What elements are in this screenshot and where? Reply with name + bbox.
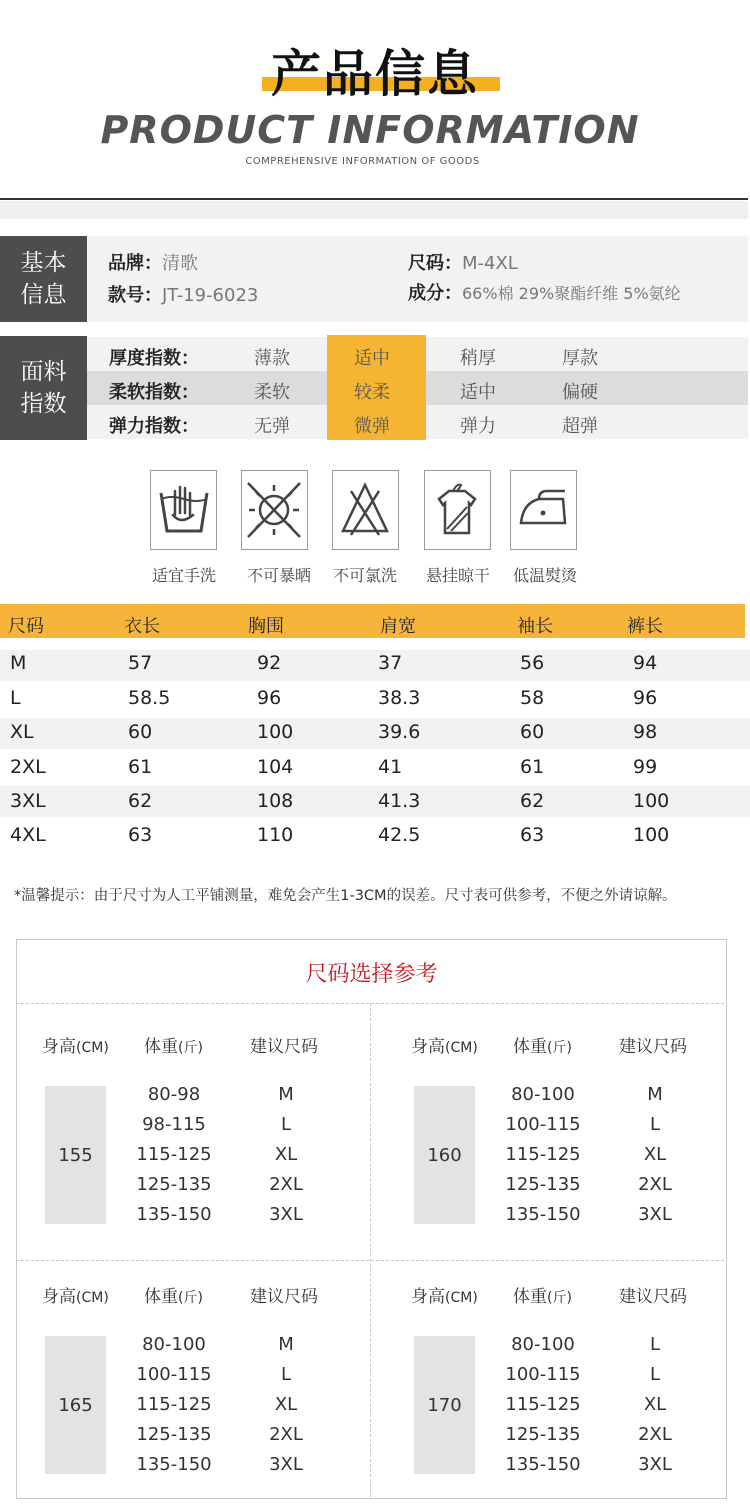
weight-header-label: 体重: [513, 1037, 547, 1057]
model-row: [108, 281, 258, 307]
size-reference-title: 尺码选择参考: [305, 962, 438, 987]
weight-range: 125-135: [505, 1424, 581, 1445]
care-label: 适宜手洗: [151, 566, 216, 585]
measurement-cell: 104: [257, 756, 294, 778]
suggested-size-header: 建议尺码: [619, 1037, 687, 1057]
size-table-header-cell: 肩宽: [380, 616, 416, 637]
weight-header-label: 体重: [144, 1037, 178, 1057]
weight-header-label: 体重: [513, 1287, 547, 1307]
weight-range: 115-125: [505, 1144, 581, 1165]
measurement-cell: 60: [520, 721, 545, 743]
size-table-header-cell: 尺码: [8, 616, 44, 637]
height-header-unit: (CM): [76, 1040, 109, 1056]
size-table-header-cell: 裤长: [627, 616, 663, 637]
care-label: 不可暴晒: [246, 566, 311, 585]
suggested-size: M: [278, 1334, 294, 1355]
suggested-size: 3XL: [638, 1454, 672, 1475]
thickness-option: 薄款: [254, 348, 290, 369]
softness-option-selected: 较柔: [354, 382, 390, 403]
weight-range: 100-115: [136, 1364, 212, 1385]
weight-header-unit: (斤): [178, 1290, 203, 1306]
measurement-cell: 100: [633, 824, 670, 846]
measurement-cell: 42.5: [378, 824, 421, 846]
measurement-cell: 110: [257, 824, 294, 846]
measurement-cell: 61: [128, 756, 153, 778]
weight-header-unit: (斤): [547, 1290, 572, 1306]
softness-option: 柔软: [254, 382, 290, 403]
suggested-size: XL: [274, 1144, 298, 1165]
weight-range: 135-150: [505, 1454, 581, 1475]
suggested-size: 2XL: [638, 1424, 672, 1445]
suggested-size: M: [647, 1084, 663, 1105]
size-table-header-cell: 胸围: [248, 616, 284, 637]
measurement-cell: 38.3: [378, 687, 421, 709]
height-header-label: 身高: [411, 1287, 445, 1307]
weight-column-header: [513, 1032, 572, 1057]
measurement-cell: 56: [520, 652, 545, 674]
material-key: 成分：: [408, 283, 462, 304]
height-column-header: [42, 1282, 109, 1307]
measurement-cell: 57: [128, 652, 153, 674]
elasticity-option: 无弹: [254, 416, 290, 437]
suggested-size: 2XL: [638, 1174, 672, 1195]
measurement-cell: 58.5: [128, 687, 171, 709]
weight-range: 125-135: [505, 1174, 581, 1195]
measurement-cell: 92: [257, 652, 282, 674]
height-header-label: 身高: [42, 1037, 76, 1057]
low-iron-icon: [510, 470, 577, 550]
weight-range: 135-150: [505, 1204, 581, 1225]
softness-key: 柔软指数：: [109, 382, 199, 403]
weight-range: 100-115: [505, 1364, 581, 1385]
thickness-option: 稍厚: [460, 348, 496, 369]
weight-range: 135-150: [136, 1204, 212, 1225]
elasticity-option: 超弹: [562, 416, 598, 437]
page-subtitle: COMPREHENSIVE INFORMATION OF GOODS: [245, 156, 480, 167]
suggested-size: 3XL: [269, 1204, 303, 1225]
size-range-value: M-4XL: [462, 253, 518, 274]
measurement-cell: 96: [633, 687, 658, 709]
height-header-unit: (CM): [445, 1040, 478, 1056]
elasticity-option-selected: 微弹: [354, 416, 390, 437]
care-label: 低温熨烫: [512, 566, 577, 585]
model-key: 款号：: [108, 285, 162, 306]
height-header-unit: (CM): [445, 1290, 478, 1306]
height-value: 160: [414, 1086, 475, 1224]
care-label: 悬挂晾干: [425, 566, 490, 585]
header-divider: [0, 198, 748, 200]
hand-wash-icon: [150, 470, 217, 550]
material-value: 66%棉 29%聚酯纤维 5%氨纶: [462, 284, 681, 303]
measurement-cell: 108: [257, 790, 294, 812]
size-cell: XL: [10, 721, 34, 743]
fabric-index-label: 面料 指数: [0, 336, 87, 440]
suggested-size: XL: [643, 1144, 667, 1165]
measurement-cell: 99: [633, 756, 658, 778]
weight-range: 80-100: [511, 1084, 575, 1105]
weight-header-unit: (斤): [178, 1040, 203, 1056]
height-value: 170: [414, 1336, 475, 1474]
measurement-cell: 60: [128, 721, 153, 743]
header-strip: [0, 201, 748, 219]
size-cell: M: [10, 652, 27, 674]
reference-divider: [370, 1003, 371, 1497]
thickness-option-selected: 适中: [354, 348, 390, 369]
weight-range: 80-100: [142, 1334, 206, 1355]
weight-range: 135-150: [136, 1454, 212, 1475]
softness-option: 偏硬: [562, 382, 598, 403]
softness-option: 适中: [460, 382, 496, 403]
height-value: 165: [45, 1336, 106, 1474]
material-row: [408, 279, 681, 305]
weight-range: 115-125: [505, 1394, 581, 1415]
weight-range: 80-98: [147, 1084, 201, 1105]
suggested-size: 3XL: [638, 1204, 672, 1225]
measurement-cell: 100: [633, 790, 670, 812]
suggested-size: L: [649, 1114, 661, 1135]
care-label: 不可氯洗: [332, 566, 397, 585]
suggested-size-header: 建议尺码: [619, 1287, 687, 1307]
elasticity-option: 弹力: [460, 416, 496, 437]
size-table-header-cell: 衣长: [124, 616, 160, 637]
measurement-cell: 62: [520, 790, 545, 812]
weight-header-unit: (斤): [547, 1040, 572, 1056]
weight-column-header: [144, 1282, 203, 1307]
weight-range: 100-115: [505, 1114, 581, 1135]
height-column-header: [411, 1032, 478, 1057]
weight-column-header: [513, 1282, 572, 1307]
suggested-size: XL: [643, 1394, 667, 1415]
size-range-key: 尺码：: [408, 253, 462, 274]
brand-value: 清歌: [162, 253, 198, 274]
measurement-cell: 58: [520, 687, 545, 709]
suggested-size: 3XL: [269, 1454, 303, 1475]
size-table-header-cell: 袖长: [517, 616, 553, 637]
measurement-cell: 96: [257, 687, 282, 709]
measurement-cell: 62: [128, 790, 153, 812]
size-cell: 2XL: [10, 756, 46, 778]
hang-dry-icon: [424, 470, 491, 550]
measurement-note: *温馨提示：由于尺寸为人工平铺测量，难免会产生1-3CM的误差。尺寸表可供参考，不便之外请谅解。: [14, 888, 677, 904]
suggested-size-header: 建议尺码: [250, 1037, 318, 1057]
measurement-cell: 63: [520, 824, 545, 846]
size-cell: L: [10, 687, 21, 709]
thickness-key: 厚度指数：: [109, 348, 199, 369]
height-header-label: 身高: [42, 1287, 76, 1307]
softness-row: [87, 371, 748, 405]
suggested-size: 2XL: [269, 1174, 303, 1195]
measurement-cell: 94: [633, 652, 658, 674]
height-column-header: [42, 1032, 109, 1057]
measurement-cell: 98: [633, 721, 658, 743]
height-column-header: [411, 1282, 478, 1307]
weight-range: 125-135: [136, 1424, 212, 1445]
size-range-row: [408, 249, 518, 275]
measurement-cell: 61: [520, 756, 545, 778]
measurement-cell: 41.3: [378, 790, 421, 812]
measurement-cell: 37: [378, 652, 403, 674]
height-header-label: 身高: [411, 1037, 445, 1057]
brand-key: 品牌：: [108, 253, 162, 274]
height-value: 155: [45, 1086, 106, 1224]
suggested-size: L: [280, 1114, 292, 1135]
weight-header-label: 体重: [144, 1287, 178, 1307]
measurement-cell: 63: [128, 824, 153, 846]
measurement-cell: 39.6: [378, 721, 421, 743]
page-title-english: PRODUCT INFORMATION: [100, 108, 640, 152]
weight-range: 115-125: [136, 1144, 212, 1165]
measurement-cell: 100: [257, 721, 294, 743]
brand-row: [108, 249, 198, 275]
thickness-option: 厚款: [562, 348, 598, 369]
suggested-size: M: [278, 1084, 294, 1105]
size-cell: 4XL: [10, 824, 46, 846]
weight-range: 115-125: [136, 1394, 212, 1415]
basic-info-label: 基本 信息: [0, 236, 87, 322]
elasticity-key: 弹力指数：: [109, 416, 199, 437]
suggested-size: L: [280, 1364, 292, 1385]
weight-column-header: [144, 1032, 203, 1057]
suggested-size-header: 建议尺码: [250, 1287, 318, 1307]
thickness-row: [87, 337, 748, 371]
height-header-unit: (CM): [76, 1290, 109, 1306]
suggested-size: 2XL: [269, 1424, 303, 1445]
weight-range: 125-135: [136, 1174, 212, 1195]
no-sun-dry-icon: [241, 470, 308, 550]
suggested-size: L: [649, 1334, 661, 1355]
suggested-size: L: [649, 1364, 661, 1385]
model-value: JT-19-6023: [162, 285, 259, 306]
measurement-cell: 41: [378, 756, 403, 778]
weight-range: 98-115: [142, 1114, 206, 1135]
no-bleach-icon: [332, 470, 399, 550]
weight-range: 80-100: [511, 1334, 575, 1355]
suggested-size: XL: [274, 1394, 298, 1415]
size-cell: 3XL: [10, 790, 46, 812]
elasticity-row: [87, 405, 748, 439]
page-title: 产品信息: [271, 45, 479, 103]
